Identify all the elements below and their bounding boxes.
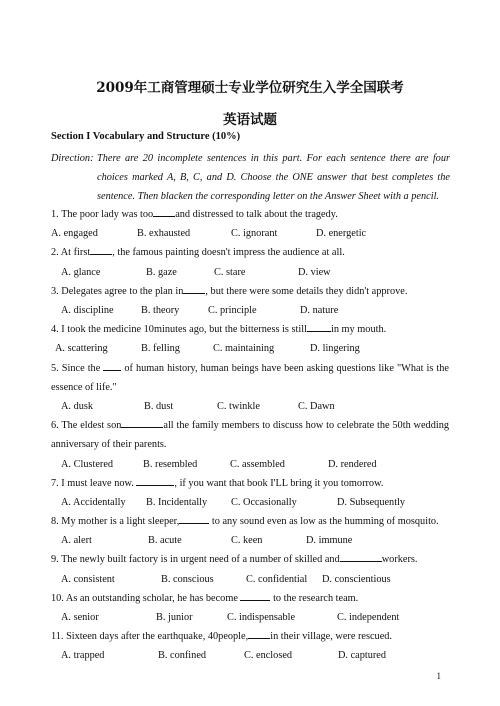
section-heading: Section I Vocabulary and Structure (10%) [51, 131, 241, 142]
question-10: 10. As an outstanding scholar, he has become to the research team. [51, 589, 449, 608]
option-c: C. twinkle [217, 400, 260, 412]
question-8: 8. My mother is a light sleeper, to any sound even as low as the humming of mosquito. [51, 512, 449, 531]
option-c: C. indispensable [227, 612, 296, 623]
option-c: C. assembled [230, 458, 285, 470]
options-5 [51, 397, 449, 416]
option-b: B. junior [156, 612, 193, 623]
option-a: A. scattering [55, 343, 108, 355]
option-d: D. immune [306, 535, 353, 547]
options-3 [51, 301, 449, 320]
options-2 [51, 263, 449, 282]
answer-blank [103, 359, 121, 371]
question-3: 3. Delegates agree to the plan in , but there were some details they didn't approve. [51, 282, 449, 301]
question-2: 2. At first , the famous painting doesn't impress the audience at all. [51, 243, 449, 262]
answer-blank [136, 474, 174, 486]
option-c: C. stare [214, 266, 246, 278]
options-11 [51, 646, 449, 665]
answer-blank [248, 627, 270, 639]
option-d: D. captured [338, 650, 387, 662]
option-b: B. resembled [143, 458, 198, 470]
option-d: C. independent [337, 612, 400, 623]
option-c: C. keen [231, 535, 263, 547]
option-a: A. engaged [51, 228, 98, 240]
option-d: D. view [298, 266, 331, 278]
option-a: A. consistent [61, 573, 115, 585]
option-b: B. conscious [161, 573, 214, 585]
option-a: A. discipline [61, 304, 114, 316]
answer-blank [153, 205, 175, 217]
options-9 [51, 570, 449, 589]
direction-text: There are 20 incomplete sentences in this part. For each sentence there are four choices marked A, B, C, and D. Choose the ONE answer that best completes the sentence. Then blacken the corresponding letter on the Answer Sheet with a pencil. [97, 153, 450, 202]
option-d: C. Dawn [298, 400, 335, 412]
answer-blank [340, 550, 382, 562]
option-a: A. Accidentally [61, 496, 126, 508]
exam-subtitle: 英语试题 [223, 112, 277, 128]
option-b: B. confined [158, 650, 207, 662]
option-a: A. Clustered [61, 458, 114, 470]
option-b: B. dust [144, 400, 174, 412]
option-b: B. felling [141, 343, 180, 355]
answer-blank [183, 282, 205, 294]
options-1 [51, 224, 449, 243]
answer-blank [179, 512, 209, 524]
page-number: 1 [436, 671, 441, 681]
option-b: B. exhausted [137, 228, 191, 240]
options-10 [51, 608, 449, 627]
option-c: C. enclosed [244, 650, 293, 662]
option-c: C. maintaining [213, 343, 275, 355]
option-c: C. Occasionally [231, 496, 297, 508]
option-a: A. trapped [61, 650, 105, 662]
answer-blank [121, 416, 163, 428]
answer-blank [240, 589, 270, 601]
option-c: C. ignorant [231, 228, 278, 240]
option-a: A. dusk [61, 400, 94, 412]
options-4 [51, 339, 449, 358]
option-d: D. rendered [328, 458, 377, 470]
option-d: D. Subsequently [337, 496, 406, 508]
question-6: 6. The eldest son all the family members to discuss how to celebrate the 50th wedding anniversary of their parents. [51, 416, 449, 454]
option-a: A. senior [61, 612, 99, 623]
option-b: B. gaze [146, 266, 177, 278]
answer-blank [307, 320, 331, 332]
option-d: D. conscientious [322, 573, 391, 585]
question-7: 7. I must leave now. , if you want that book I'LL bring it you tomorrow. [51, 474, 449, 493]
direction-label: Direction: [51, 153, 94, 164]
option-a: A. glance [61, 266, 101, 278]
option-b: B. acute [148, 535, 182, 547]
option-a: A. alert [61, 535, 92, 547]
option-b: B. Incidentally [146, 496, 208, 508]
options-6 [51, 455, 449, 474]
option-b: B. theory [141, 304, 180, 316]
option-d: D. energetic [316, 228, 367, 240]
question-list [51, 205, 449, 666]
exam-title: 2009年工商管理硕士专业学位研究生入学全国联考 [96, 80, 404, 96]
option-c: C. principle [208, 304, 257, 316]
options-7 [51, 493, 449, 512]
options-8 [51, 531, 449, 550]
question-9: 9. The newly built factory is in urgent need of a number of skilled and workers. [51, 550, 449, 569]
answer-blank [90, 243, 112, 255]
option-c: C. confidential [246, 573, 308, 585]
question-4: 4. I took the medicine 10minutes ago, but the bitterness is still in my mouth. [51, 320, 449, 339]
direction-block [51, 149, 450, 206]
question-11: 11. Sixteen days after the earthquake, 40people, in their village, were rescued. [51, 627, 449, 646]
option-d: D. nature [300, 304, 339, 316]
option-d: D. lingering [310, 343, 360, 355]
question-5: 5. Since the of human history, human beings have been asking questions like "What is the essence of life." [51, 359, 449, 397]
question-1: 1. The poor lady was too and distressed to talk about the tragedy. [51, 205, 449, 224]
